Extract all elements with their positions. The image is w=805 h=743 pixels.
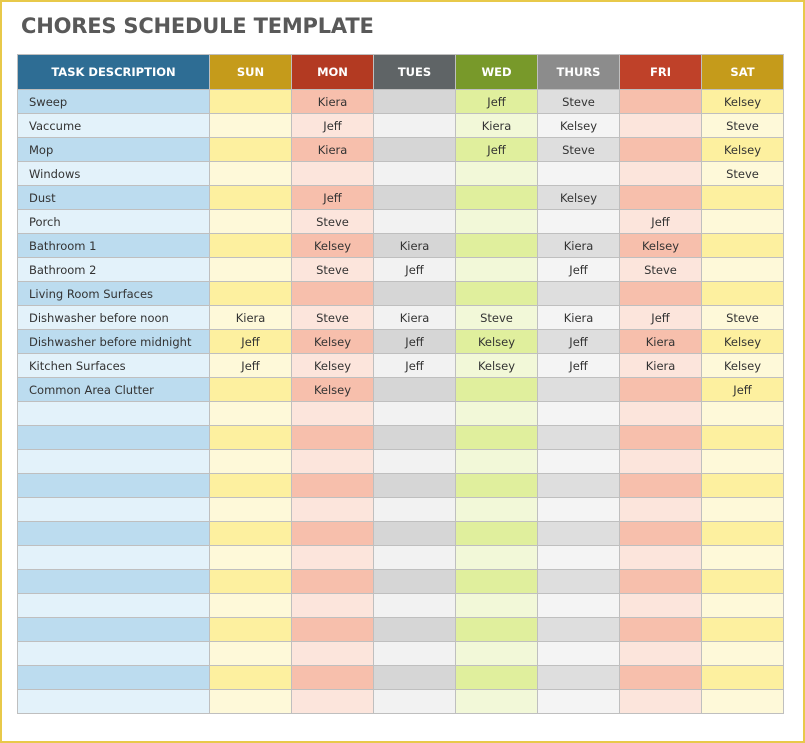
wed-cell[interactable]: Kelsey — [456, 330, 538, 354]
thurs-cell[interactable]: Kelsey — [538, 114, 620, 138]
wed-cell[interactable] — [456, 210, 538, 234]
table-row — [18, 498, 784, 522]
sun-cell[interactable] — [210, 234, 292, 258]
sun-cell[interactable] — [210, 450, 292, 474]
sat-cell[interactable]: Steve — [702, 114, 784, 138]
sat-cell[interactable] — [702, 690, 784, 714]
thurs-cell[interactable] — [538, 618, 620, 642]
tues-cell[interactable] — [374, 186, 456, 210]
header-thurs: THURS — [538, 55, 620, 90]
tues-cell[interactable]: Kiera — [374, 306, 456, 330]
thurs-cell[interactable] — [538, 162, 620, 186]
sat-cell[interactable] — [702, 450, 784, 474]
thurs-cell[interactable] — [538, 690, 620, 714]
sat-cell[interactable] — [702, 402, 784, 426]
wed-cell[interactable] — [456, 258, 538, 282]
task-cell[interactable]: Dishwasher before noon — [18, 306, 210, 330]
table-row — [18, 90, 784, 114]
sat-cell[interactable]: Steve — [702, 162, 784, 186]
mon-cell[interactable]: Jeff — [292, 186, 374, 210]
header-wed: WED — [456, 55, 538, 90]
mon-cell[interactable] — [292, 474, 374, 498]
task-cell[interactable]: Common Area Clutter — [18, 378, 210, 402]
sun-cell[interactable] — [210, 642, 292, 666]
mon-cell[interactable]: Steve — [292, 306, 374, 330]
table-row — [18, 642, 784, 666]
fri-cell[interactable]: Steve — [620, 258, 702, 282]
table-row — [18, 522, 784, 546]
task-cell[interactable]: Mop — [18, 138, 210, 162]
sat-cell[interactable] — [702, 186, 784, 210]
task-cell[interactable] — [18, 450, 210, 474]
header-mon: MON — [292, 55, 374, 90]
wed-cell[interactable] — [456, 162, 538, 186]
task-cell[interactable] — [18, 618, 210, 642]
mon-cell[interactable] — [292, 690, 374, 714]
tues-cell[interactable] — [374, 450, 456, 474]
fri-cell[interactable]: Jeff — [620, 306, 702, 330]
mon-cell[interactable]: Steve — [292, 258, 374, 282]
thurs-cell[interactable] — [538, 546, 620, 570]
thurs-cell[interactable] — [538, 666, 620, 690]
mon-cell[interactable] — [292, 666, 374, 690]
wed-cell[interactable] — [456, 570, 538, 594]
mon-cell[interactable] — [292, 162, 374, 186]
sun-cell[interactable] — [210, 114, 292, 138]
sun-cell[interactable] — [210, 498, 292, 522]
sat-cell[interactable] — [702, 498, 784, 522]
tues-cell[interactable] — [374, 138, 456, 162]
tues-cell[interactable] — [374, 594, 456, 618]
wed-cell[interactable] — [456, 594, 538, 618]
sat-cell[interactable] — [702, 642, 784, 666]
fri-cell[interactable] — [620, 642, 702, 666]
thurs-cell[interactable] — [538, 642, 620, 666]
task-cell[interactable] — [18, 546, 210, 570]
mon-cell[interactable] — [292, 642, 374, 666]
table-row — [18, 666, 784, 690]
table-row — [18, 378, 784, 402]
wed-cell[interactable] — [456, 426, 538, 450]
task-cell[interactable]: Dust — [18, 186, 210, 210]
tues-cell[interactable]: Jeff — [374, 258, 456, 282]
task-cell[interactable] — [18, 690, 210, 714]
wed-cell[interactable]: Jeff — [456, 90, 538, 114]
fri-cell[interactable] — [620, 114, 702, 138]
sun-cell[interactable] — [210, 474, 292, 498]
sun-cell[interactable] — [210, 282, 292, 306]
tues-cell[interactable] — [374, 426, 456, 450]
thurs-cell[interactable] — [538, 426, 620, 450]
fri-cell[interactable] — [620, 282, 702, 306]
tues-cell[interactable] — [374, 90, 456, 114]
sun-cell[interactable] — [210, 258, 292, 282]
tues-cell[interactable] — [374, 210, 456, 234]
sun-cell[interactable]: Jeff — [210, 354, 292, 378]
sun-cell[interactable] — [210, 522, 292, 546]
tues-cell[interactable] — [374, 570, 456, 594]
mon-cell[interactable]: Steve — [292, 210, 374, 234]
table-row — [18, 186, 784, 210]
sat-cell[interactable] — [702, 210, 784, 234]
sun-cell[interactable] — [210, 378, 292, 402]
table-row — [18, 450, 784, 474]
task-cell[interactable] — [18, 426, 210, 450]
thurs-cell[interactable]: Kiera — [538, 234, 620, 258]
tues-cell[interactable] — [374, 378, 456, 402]
task-cell[interactable]: Bathroom 1 — [18, 234, 210, 258]
task-cell[interactable] — [18, 498, 210, 522]
wed-cell[interactable] — [456, 642, 538, 666]
sat-cell[interactable] — [702, 570, 784, 594]
fri-cell[interactable]: Kiera — [620, 354, 702, 378]
page-title: CHORES SCHEDULE TEMPLATE — [21, 14, 374, 38]
tues-cell[interactable] — [374, 642, 456, 666]
sun-cell[interactable] — [210, 618, 292, 642]
table-row — [18, 690, 784, 714]
sun-cell[interactable] — [210, 162, 292, 186]
table-row — [18, 258, 784, 282]
thurs-cell[interactable] — [538, 522, 620, 546]
chores-table — [17, 54, 784, 714]
sat-cell[interactable] — [702, 666, 784, 690]
mon-cell[interactable] — [292, 546, 374, 570]
fri-cell[interactable] — [620, 474, 702, 498]
wed-cell[interactable] — [456, 450, 538, 474]
fri-cell[interactable] — [620, 426, 702, 450]
mon-cell[interactable]: Jeff — [292, 114, 374, 138]
task-cell[interactable] — [18, 522, 210, 546]
tues-cell[interactable] — [374, 402, 456, 426]
task-cell[interactable]: Vaccume — [18, 114, 210, 138]
table-row — [18, 546, 784, 570]
sat-cell[interactable]: Steve — [702, 306, 784, 330]
task-cell[interactable] — [18, 642, 210, 666]
task-cell[interactable] — [18, 402, 210, 426]
table-row — [18, 402, 784, 426]
thurs-cell[interactable] — [538, 594, 620, 618]
table-row — [18, 162, 784, 186]
task-cell[interactable]: Bathroom 2 — [18, 258, 210, 282]
mon-cell[interactable]: Kiera — [292, 90, 374, 114]
mon-cell[interactable] — [292, 618, 374, 642]
sat-cell[interactable]: Kelsey — [702, 138, 784, 162]
sun-cell[interactable] — [210, 570, 292, 594]
wed-cell[interactable]: Kelsey — [456, 354, 538, 378]
header-task-description: TASK DESCRIPTION — [18, 55, 210, 90]
tues-cell[interactable] — [374, 498, 456, 522]
sun-cell[interactable] — [210, 90, 292, 114]
fri-cell[interactable] — [620, 522, 702, 546]
fri-cell[interactable] — [620, 90, 702, 114]
sun-cell[interactable] — [210, 594, 292, 618]
fri-cell[interactable] — [620, 690, 702, 714]
task-cell[interactable]: Kitchen Surfaces — [18, 354, 210, 378]
sat-cell[interactable]: Kelsey — [702, 330, 784, 354]
tues-cell[interactable] — [374, 474, 456, 498]
wed-cell[interactable] — [456, 522, 538, 546]
wed-cell[interactable] — [456, 546, 538, 570]
fri-cell[interactable] — [620, 666, 702, 690]
task-cell[interactable]: Sweep — [18, 90, 210, 114]
mon-cell[interactable] — [292, 570, 374, 594]
tues-cell[interactable]: Jeff — [374, 330, 456, 354]
table-row — [18, 330, 784, 354]
table-row — [18, 138, 784, 162]
thurs-cell[interactable]: Jeff — [538, 330, 620, 354]
table-row — [18, 594, 784, 618]
wed-cell[interactable] — [456, 666, 538, 690]
sun-cell[interactable] — [210, 210, 292, 234]
tues-cell[interactable] — [374, 666, 456, 690]
thurs-cell[interactable] — [538, 474, 620, 498]
wed-cell[interactable] — [456, 282, 538, 306]
sun-cell[interactable] — [210, 402, 292, 426]
wed-cell[interactable] — [456, 498, 538, 522]
sun-cell[interactable]: Kiera — [210, 306, 292, 330]
wed-cell[interactable] — [456, 234, 538, 258]
thurs-cell[interactable]: Jeff — [538, 354, 620, 378]
mon-cell[interactable]: Kelsey — [292, 354, 374, 378]
tues-cell[interactable] — [374, 162, 456, 186]
mon-cell[interactable] — [292, 402, 374, 426]
thurs-cell[interactable] — [538, 210, 620, 234]
fri-cell[interactable]: Kiera — [620, 330, 702, 354]
mon-cell[interactable] — [292, 498, 374, 522]
wed-cell[interactable]: Kiera — [456, 114, 538, 138]
wed-cell[interactable] — [456, 618, 538, 642]
fri-cell[interactable]: Jeff — [620, 210, 702, 234]
fri-cell[interactable] — [620, 162, 702, 186]
sat-cell[interactable] — [702, 474, 784, 498]
table-row — [18, 210, 784, 234]
sat-cell[interactable] — [702, 282, 784, 306]
thurs-cell[interactable]: Kiera — [538, 306, 620, 330]
fri-cell[interactable] — [620, 450, 702, 474]
task-cell[interactable] — [18, 594, 210, 618]
sun-cell[interactable] — [210, 426, 292, 450]
fri-cell[interactable] — [620, 138, 702, 162]
table-row — [18, 570, 784, 594]
fri-cell[interactable] — [620, 378, 702, 402]
wed-cell[interactable] — [456, 690, 538, 714]
task-cell[interactable]: Porch — [18, 210, 210, 234]
table-body — [18, 90, 784, 714]
fri-cell[interactable] — [620, 186, 702, 210]
sat-cell[interactable] — [702, 426, 784, 450]
fri-cell[interactable]: Kelsey — [620, 234, 702, 258]
thurs-cell[interactable] — [538, 450, 620, 474]
thurs-cell[interactable]: Jeff — [538, 258, 620, 282]
tues-cell[interactable] — [374, 114, 456, 138]
header-sat: SAT — [702, 55, 784, 90]
mon-cell[interactable] — [292, 594, 374, 618]
sat-cell[interactable]: Kelsey — [702, 354, 784, 378]
sun-cell[interactable] — [210, 666, 292, 690]
task-cell[interactable] — [18, 570, 210, 594]
sat-cell[interactable] — [702, 546, 784, 570]
wed-cell[interactable] — [456, 186, 538, 210]
header-row — [18, 55, 784, 90]
thurs-cell[interactable]: Kelsey — [538, 186, 620, 210]
thurs-cell[interactable]: Steve — [538, 138, 620, 162]
tues-cell[interactable] — [374, 546, 456, 570]
fri-cell[interactable] — [620, 402, 702, 426]
wed-cell[interactable] — [456, 402, 538, 426]
thurs-cell[interactable] — [538, 402, 620, 426]
table-row — [18, 354, 784, 378]
thurs-cell[interactable] — [538, 282, 620, 306]
mon-cell[interactable]: Kiera — [292, 138, 374, 162]
task-cell[interactable]: Windows — [18, 162, 210, 186]
sun-cell[interactable] — [210, 138, 292, 162]
sat-cell[interactable] — [702, 234, 784, 258]
sun-cell[interactable]: Jeff — [210, 330, 292, 354]
sat-cell[interactable]: Jeff — [702, 378, 784, 402]
tues-cell[interactable] — [374, 522, 456, 546]
mon-cell[interactable] — [292, 282, 374, 306]
task-cell[interactable]: Dishwasher before midnight — [18, 330, 210, 354]
table-row — [18, 618, 784, 642]
header-sun: SUN — [210, 55, 292, 90]
task-cell[interactable] — [18, 474, 210, 498]
tues-cell[interactable]: Kiera — [374, 234, 456, 258]
mon-cell[interactable] — [292, 426, 374, 450]
wed-cell[interactable] — [456, 378, 538, 402]
table-row — [18, 234, 784, 258]
header-tues: TUES — [374, 55, 456, 90]
table-row — [18, 114, 784, 138]
mon-cell[interactable]: Kelsey — [292, 378, 374, 402]
mon-cell[interactable]: Kelsey — [292, 330, 374, 354]
header-fri: FRI — [620, 55, 702, 90]
tues-cell[interactable]: Jeff — [374, 354, 456, 378]
thurs-cell[interactable]: Steve — [538, 90, 620, 114]
sat-cell[interactable] — [702, 618, 784, 642]
thurs-cell[interactable] — [538, 570, 620, 594]
wed-cell[interactable] — [456, 474, 538, 498]
sat-cell[interactable] — [702, 522, 784, 546]
sun-cell[interactable] — [210, 186, 292, 210]
tues-cell[interactable] — [374, 618, 456, 642]
tues-cell[interactable] — [374, 282, 456, 306]
mon-cell[interactable] — [292, 450, 374, 474]
fri-cell[interactable] — [620, 618, 702, 642]
sun-cell[interactable] — [210, 690, 292, 714]
fri-cell[interactable] — [620, 594, 702, 618]
fri-cell[interactable] — [620, 498, 702, 522]
task-cell[interactable] — [18, 666, 210, 690]
thurs-cell[interactable] — [538, 498, 620, 522]
table-row — [18, 306, 784, 330]
wed-cell[interactable]: Jeff — [456, 138, 538, 162]
table-row — [18, 426, 784, 450]
sat-cell[interactable]: Kelsey — [702, 90, 784, 114]
table-row — [18, 282, 784, 306]
table-row — [18, 474, 784, 498]
sat-cell[interactable] — [702, 258, 784, 282]
task-cell[interactable]: Living Room Surfaces — [18, 282, 210, 306]
sat-cell[interactable] — [702, 594, 784, 618]
tues-cell[interactable] — [374, 690, 456, 714]
mon-cell[interactable]: Kelsey — [292, 234, 374, 258]
sun-cell[interactable] — [210, 546, 292, 570]
fri-cell[interactable] — [620, 546, 702, 570]
mon-cell[interactable] — [292, 522, 374, 546]
thurs-cell[interactable] — [538, 378, 620, 402]
wed-cell[interactable]: Steve — [456, 306, 538, 330]
fri-cell[interactable] — [620, 570, 702, 594]
